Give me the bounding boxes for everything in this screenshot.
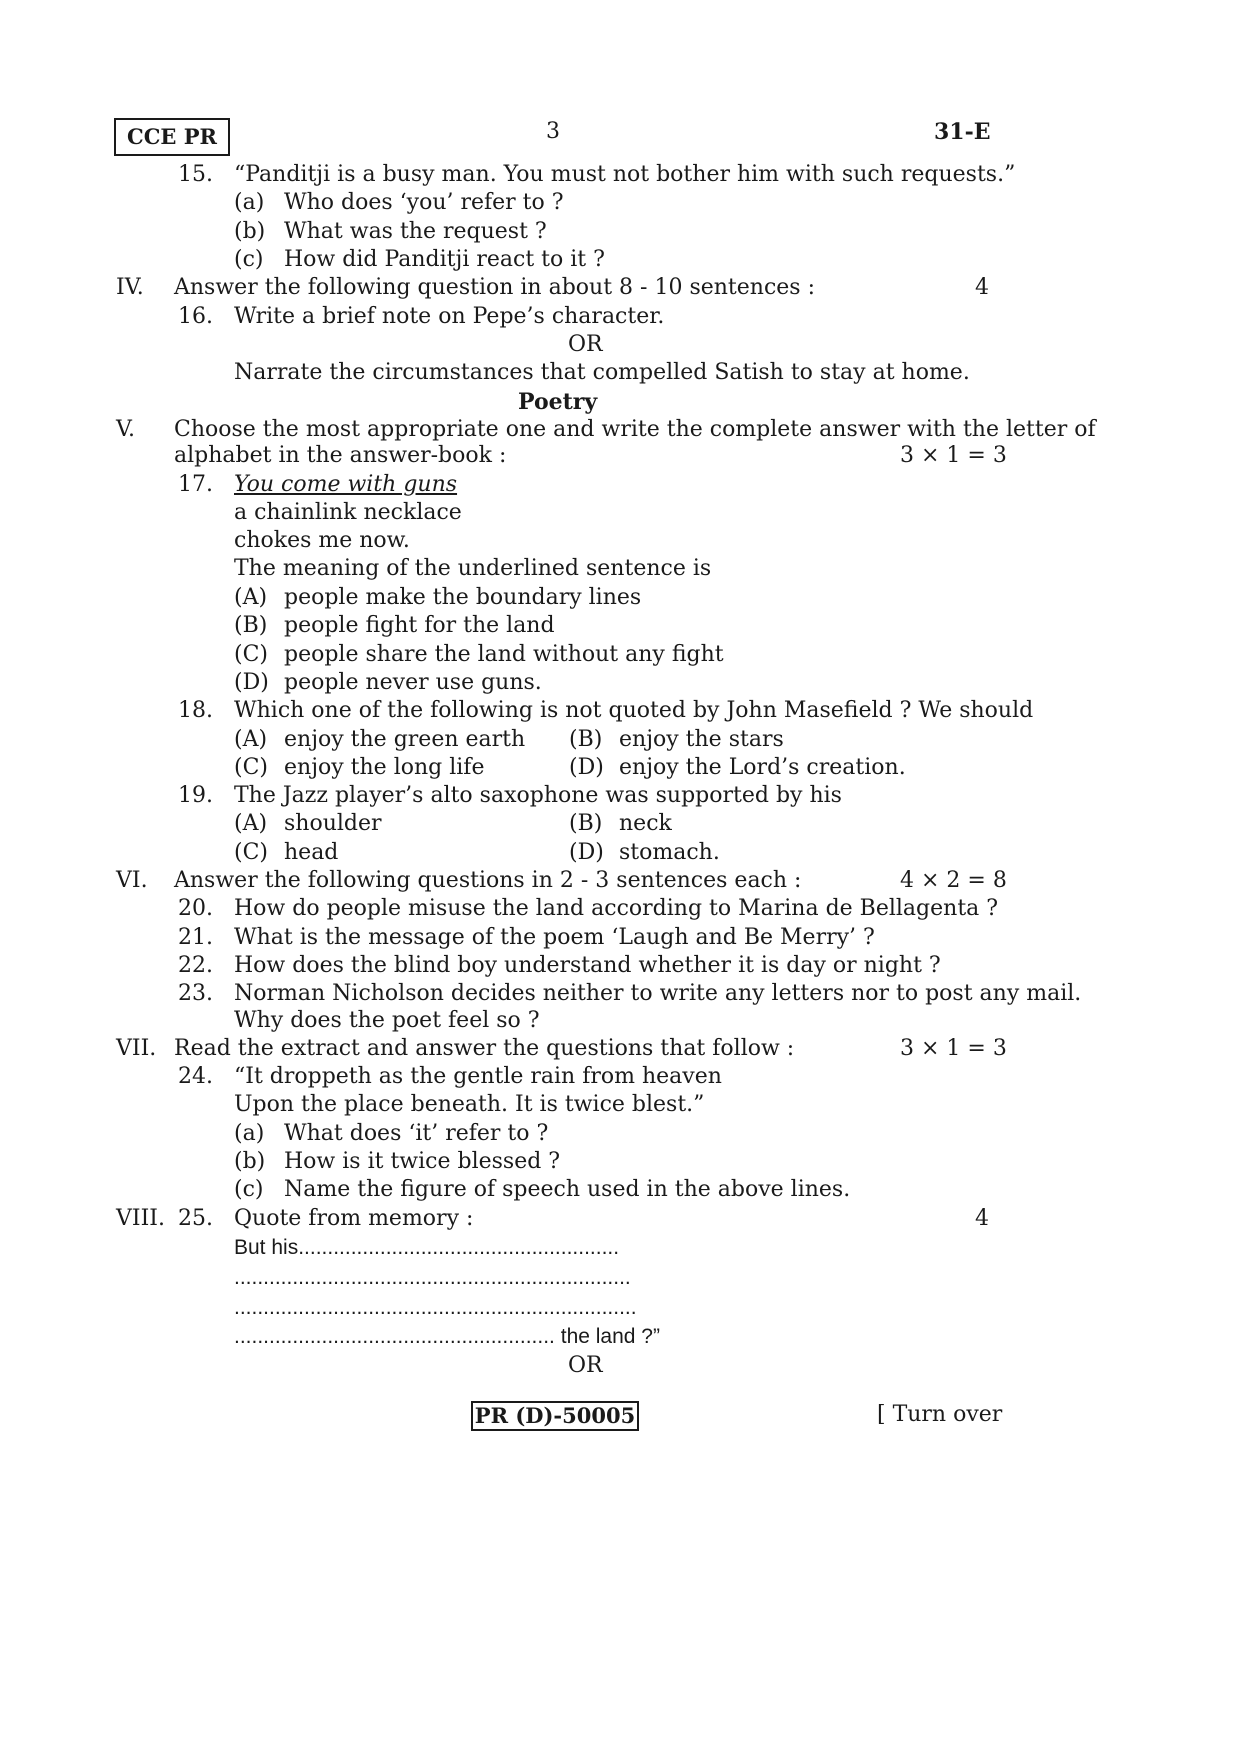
q22-number: 22. <box>178 953 213 978</box>
q19-option-b-text: neck <box>619 811 672 836</box>
section-v-marks: 3 × 1 = 3 <box>900 443 1007 468</box>
q15-quote: “Panditji is a busy man. You must not bother him with such requests.” <box>234 162 1016 187</box>
q17-option-c-text: people share the land without any fight <box>284 642 724 667</box>
q19-number: 19. <box>178 783 213 808</box>
page-number: 3 <box>546 119 560 144</box>
header-code-box: CCE PR <box>114 118 230 156</box>
q19-option-d-letter: (D) <box>569 840 604 865</box>
q22-text: How does the blind boy understand whether it is day or night ? <box>234 953 941 978</box>
q25-line4: ....................................................... the land ?” <box>234 1325 660 1348</box>
q21-number: 21. <box>178 925 213 950</box>
q15-part-b-letter: (b) <box>234 219 266 244</box>
q24-part-a-letter: (a) <box>234 1121 265 1146</box>
q19-option-d-text: stomach. <box>619 840 720 865</box>
q18-option-b-letter: (B) <box>569 727 603 752</box>
q15-number: 15. <box>178 162 213 187</box>
q18-option-d-text: enjoy the Lord’s creation. <box>619 755 906 780</box>
q25-or: OR <box>568 1353 603 1378</box>
section-viii-roman: VIII. <box>116 1206 165 1231</box>
q24-number: 24. <box>178 1064 213 1089</box>
q16-number: 16. <box>178 304 213 329</box>
section-v-instruction-line2: alphabet in the answer-book : <box>174 443 507 468</box>
section-iv-marks: 4 <box>975 275 989 300</box>
q24-part-a-text: What does ‘it’ refer to ? <box>284 1121 549 1146</box>
q19-option-a-letter: (A) <box>234 811 268 836</box>
q24-part-b-text: How is it twice blessed ? <box>284 1149 561 1174</box>
q24-line2: Upon the place beneath. It is twice blest.” <box>234 1092 705 1117</box>
q17-option-a-letter: (A) <box>234 585 268 610</box>
section-v-roman: V. <box>116 417 136 442</box>
q19-option-c-letter: (C) <box>234 840 268 865</box>
poetry-heading: Poetry <box>518 389 598 415</box>
section-v-instruction-line1: Choose the most appropriate one and write the complete answer with the letter of <box>174 417 1096 442</box>
q17-option-d-text: people never use guns. <box>284 670 542 695</box>
q19-option-a-text: shoulder <box>284 811 382 836</box>
paper-code: 31-E <box>934 119 991 145</box>
q25-instruction: Quote from memory : <box>234 1206 474 1231</box>
q15-part-b-text: What was the request ? <box>284 219 547 244</box>
q17-option-b-letter: (B) <box>234 613 268 638</box>
section-viii-marks: 4 <box>975 1206 989 1231</box>
q15-part-c-letter: (c) <box>234 247 264 272</box>
q17-line2: a chainlink necklace <box>234 500 462 525</box>
q19-option-c-text: head <box>284 840 339 865</box>
q18-option-b-text: enjoy the stars <box>619 727 784 752</box>
q17-option-b-text: people fight for the land <box>284 613 555 638</box>
q25-line3: ..................................................................... <box>234 1296 637 1319</box>
q15-part-a-text: Who does ‘you’ refer to ? <box>284 190 564 215</box>
q17-underlined-line: You come with guns <box>234 472 458 497</box>
section-vi-instruction: Answer the following questions in 2 - 3 sentences each : <box>174 868 802 893</box>
section-vii-instruction: Read the extract and answer the questions that follow : <box>174 1036 795 1061</box>
q17-stem: The meaning of the underlined sentence is <box>234 556 712 581</box>
section-vi-roman: VI. <box>116 868 148 893</box>
q18-option-c-text: enjoy the long life <box>284 755 485 780</box>
q19-option-b-letter: (B) <box>569 811 603 836</box>
q23-number: 23. <box>178 981 213 1006</box>
q18-option-a-letter: (A) <box>234 727 268 752</box>
q23-line2: Why does the poet feel so ? <box>234 1008 540 1033</box>
q24-line1: “It droppeth as the gentle rain from heaven <box>234 1064 722 1089</box>
q25-line2: .................................................................... <box>234 1266 631 1289</box>
q16-or: OR <box>568 332 603 357</box>
q17-option-c-letter: (C) <box>234 642 268 667</box>
q18-option-c-letter: (C) <box>234 755 268 780</box>
q24-part-c-text: Name the figure of speech used in the above lines. <box>284 1177 851 1202</box>
q18-option-a-text: enjoy the green earth <box>284 727 526 752</box>
q15-part-a-letter: (a) <box>234 190 265 215</box>
q21-text: What is the message of the poem ‘Laugh and Be Merry’ ? <box>234 925 875 950</box>
q15-part-c-text: How did Panditji react to it ? <box>284 247 605 272</box>
q16-text: Write a brief note on Pepe’s character. <box>234 304 665 329</box>
q17-number: 17. <box>178 472 213 497</box>
turn-over-label: [ Turn over <box>877 1402 1003 1427</box>
q25-number: 25. <box>178 1206 213 1231</box>
section-vii-roman: VII. <box>116 1036 157 1061</box>
section-iv-roman: IV. <box>116 275 144 300</box>
section-iv-instruction: Answer the following question in about 8 - 10 sentences : <box>174 275 815 300</box>
q23-line1: Norman Nicholson decides neither to write any letters nor to post any mail. <box>234 981 1082 1006</box>
q24-part-b-letter: (b) <box>234 1149 266 1174</box>
q18-option-d-letter: (D) <box>569 755 604 780</box>
q16-alternative: Narrate the circumstances that compelled Satish to stay at home. <box>234 360 970 385</box>
q20-text: How do people misuse the land according to Marina de Bellagenta ? <box>234 896 999 921</box>
q18-number: 18. <box>178 698 213 723</box>
q25-line1: But his....................................................... <box>234 1236 620 1259</box>
q18-stem: Which one of the following is not quoted by John Masefield ? We should <box>234 698 1034 723</box>
q17-option-d-letter: (D) <box>234 670 269 695</box>
q19-stem: The Jazz player’s alto saxophone was supported by his <box>234 783 842 808</box>
q17-line3: chokes me now. <box>234 528 410 553</box>
q17-option-a-text: people make the boundary lines <box>284 585 642 610</box>
section-vii-marks: 3 × 1 = 3 <box>900 1036 1007 1061</box>
q20-number: 20. <box>178 896 213 921</box>
q24-part-c-letter: (c) <box>234 1177 264 1202</box>
section-vi-marks: 4 × 2 = 8 <box>900 868 1007 893</box>
footer-code-box: PR (D)-50005 <box>471 1401 639 1431</box>
